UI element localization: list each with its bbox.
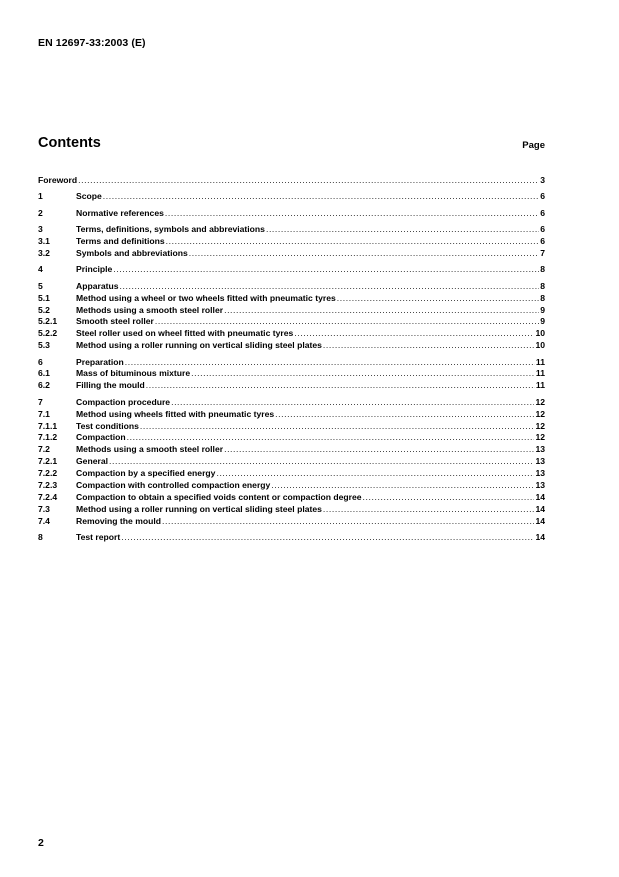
toc-dot-leader xyxy=(323,504,535,516)
toc-entry-page: 14 xyxy=(535,503,545,514)
toc-dot-leader xyxy=(113,264,539,276)
toc-entry-number: 3.2 xyxy=(38,247,50,258)
toc-entry[interactable] xyxy=(38,397,545,409)
toc-entry-page: 14 xyxy=(535,491,545,502)
toc-group xyxy=(38,191,545,203)
toc-dot-leader xyxy=(109,456,534,468)
toc-entry-title: Preparation xyxy=(76,356,124,367)
toc-dot-leader xyxy=(162,516,534,528)
toc-entry-page: 12 xyxy=(535,408,545,419)
toc-entry[interactable] xyxy=(38,175,545,187)
toc-entry[interactable] xyxy=(38,208,545,220)
toc-entry-number: 5.3 xyxy=(38,340,50,351)
toc-dot-leader xyxy=(294,328,534,340)
toc-dot-leader xyxy=(155,316,539,328)
toc-dot-leader xyxy=(125,357,535,369)
toc-entry-title: Compaction to obtain a specified voids content or compaction degree xyxy=(76,491,362,502)
toc-group xyxy=(38,281,545,352)
toc-entry-title: Filling the mould xyxy=(76,380,145,391)
toc-entry-title: Removing the mould xyxy=(76,515,161,526)
toc-entry-title: Mass of bituminous mixture xyxy=(76,368,191,379)
toc-entry-page: 12 xyxy=(535,396,545,407)
toc-dot-leader xyxy=(78,175,539,187)
toc-entry-page: 12 xyxy=(535,420,545,431)
toc-entry[interactable] xyxy=(38,532,545,544)
toc-entry-title: Methods using a smooth steel roller xyxy=(76,304,224,315)
toc-dot-leader xyxy=(224,444,534,456)
toc-entry-title: Smooth steel roller xyxy=(76,316,154,327)
toc-dot-leader xyxy=(127,432,535,444)
toc-entry-title: Method using a roller running on vertical sliding steel plates xyxy=(76,340,322,351)
toc-entry-number: 5.2.1 xyxy=(38,316,58,327)
toc-group xyxy=(38,357,545,393)
toc-entry-number: 6.2 xyxy=(38,380,50,391)
toc-entry-page: 9 xyxy=(540,304,545,315)
toc-dot-leader xyxy=(165,208,539,220)
toc-entry-number: 7.3 xyxy=(38,503,50,514)
toc-entry-page: 3 xyxy=(540,175,545,185)
toc-entry-page: 6 xyxy=(540,236,545,247)
toc-entry-title: Compaction xyxy=(76,432,126,443)
toc-entry-number: 7.1.2 xyxy=(38,432,58,443)
toc-dot-leader xyxy=(171,397,534,409)
toc-entry[interactable] xyxy=(38,516,545,528)
toc-entry[interactable] xyxy=(38,293,545,305)
toc-entry-number: 5 xyxy=(38,280,43,291)
toc-dot-leader xyxy=(271,480,534,492)
toc-entry-title: Scope xyxy=(76,191,102,202)
toc-entry[interactable] xyxy=(38,305,545,317)
toc-entry-page: 7 xyxy=(540,247,545,258)
toc-entry-title: Foreword xyxy=(38,175,78,185)
toc-entry-number: 7.2.2 xyxy=(38,468,58,479)
toc-entry-number: 8 xyxy=(38,532,43,543)
toc-entry[interactable] xyxy=(38,444,545,456)
toc-dot-leader xyxy=(323,340,535,352)
toc-entry[interactable] xyxy=(38,248,545,260)
toc-entry-title: Test report xyxy=(76,532,121,543)
toc-entry-title: Compaction by a specified energy xyxy=(76,468,216,479)
toc-entry[interactable] xyxy=(38,409,545,421)
toc-entry-title: Normative references xyxy=(76,207,164,218)
toc-entry-page: 14 xyxy=(535,515,545,526)
toc-group xyxy=(38,532,545,544)
toc-entry[interactable] xyxy=(38,368,545,380)
toc-entry[interactable] xyxy=(38,468,545,480)
toc-entry-number: 5.2 xyxy=(38,304,50,315)
toc-entry-page: 6 xyxy=(540,191,545,202)
toc-entry[interactable] xyxy=(38,432,545,444)
toc-entry-number: 3.1 xyxy=(38,236,50,247)
toc-entry-title: Method using wheels fitted with pneumatic tyres xyxy=(76,408,275,419)
toc-entry[interactable] xyxy=(38,281,545,293)
toc-dot-leader xyxy=(146,380,535,392)
toc-entry-number: 7.1.1 xyxy=(38,420,58,431)
toc-entry-title: Methods using a smooth steel roller xyxy=(76,444,224,455)
toc-entry-title: Compaction procedure xyxy=(76,396,171,407)
toc-entry-title: Terms and definitions xyxy=(76,236,165,247)
toc-entry[interactable] xyxy=(38,480,545,492)
toc-dot-leader xyxy=(140,421,535,433)
toc-entry-title: Terms, definitions, symbols and abbreviations xyxy=(76,224,265,235)
page-number: 2 xyxy=(38,837,44,849)
toc-dot-leader xyxy=(121,532,534,544)
toc-dot-leader xyxy=(120,281,540,293)
toc-entry[interactable] xyxy=(38,357,545,369)
toc-entry[interactable] xyxy=(38,492,545,504)
toc-entry-title: Method using a roller running on vertical sliding steel plates xyxy=(76,503,322,514)
toc-dot-leader xyxy=(103,191,539,203)
toc-entry-page: 8 xyxy=(540,280,545,291)
toc-entry-page: 6 xyxy=(540,207,545,218)
toc-entry-number: 7.2.3 xyxy=(38,479,58,490)
toc-entry-title: Method using a wheel or two wheels fitted with pneumatic tyres xyxy=(76,292,336,303)
toc-entry-number: 6.1 xyxy=(38,368,50,379)
contents-heading: Contents xyxy=(38,135,101,151)
toc-entry-page: 6 xyxy=(540,224,545,235)
toc-group xyxy=(38,208,545,220)
toc-entry-page: 10 xyxy=(535,340,545,351)
toc-entry-page: 14 xyxy=(535,532,545,543)
toc-dot-leader xyxy=(216,468,534,480)
toc-entry-title: Test conditions xyxy=(76,420,139,431)
toc-dot-leader xyxy=(166,236,540,248)
toc-entry[interactable] xyxy=(38,456,545,468)
toc-entry-page: 13 xyxy=(535,479,545,490)
toc-entry-number: 7.1 xyxy=(38,408,50,419)
toc-entry-number: 7.2 xyxy=(38,444,50,455)
toc-entry-number: 4 xyxy=(38,264,43,275)
page-column-label: Page xyxy=(522,140,545,151)
toc-entry-page: 9 xyxy=(540,316,545,327)
toc-dot-leader xyxy=(191,368,535,380)
toc-group xyxy=(38,264,545,276)
toc-entry-number: 3 xyxy=(38,224,43,235)
toc-dot-leader xyxy=(337,293,539,305)
toc-group xyxy=(38,224,545,260)
toc-group xyxy=(38,175,545,187)
toc-entry-number: 5.1 xyxy=(38,292,50,303)
toc-entry[interactable] xyxy=(38,380,545,392)
toc-entry[interactable] xyxy=(38,236,545,248)
toc-entry-number: 5.2.2 xyxy=(38,328,58,339)
toc-entry-number: 7.4 xyxy=(38,515,50,526)
toc-entry-page: 11 xyxy=(535,356,545,367)
toc-entry-page: 13 xyxy=(535,456,545,467)
toc-entry-page: 13 xyxy=(535,444,545,455)
toc-entry-title: General xyxy=(76,456,109,467)
toc-entry[interactable] xyxy=(38,340,545,352)
toc-entry-page: 12 xyxy=(535,432,545,443)
toc-entry-number: 7.2.4 xyxy=(38,491,58,502)
toc-entry[interactable] xyxy=(38,224,545,236)
toc-entry-title: Principle xyxy=(76,264,113,275)
toc-entry-number: 7 xyxy=(38,396,43,407)
toc-entry[interactable] xyxy=(38,264,545,276)
toc-entry-page: 8 xyxy=(540,264,545,275)
toc-dot-leader xyxy=(275,409,534,421)
toc-entry-page: 10 xyxy=(535,328,545,339)
toc-entry-page: 11 xyxy=(535,380,545,391)
toc-entry[interactable] xyxy=(38,504,545,516)
toc-dot-leader xyxy=(189,248,539,260)
toc-entry-title: Compaction with controlled compaction energy xyxy=(76,479,271,490)
toc-entry-page: 8 xyxy=(540,292,545,303)
toc-group xyxy=(38,397,545,528)
toc-entry-title: Apparatus xyxy=(76,280,119,291)
toc-entry[interactable] xyxy=(38,421,545,433)
toc-dot-leader xyxy=(363,492,535,504)
toc-entry-number: 7.2.1 xyxy=(38,456,58,467)
toc-entry-page: 11 xyxy=(535,368,545,379)
table-of-contents xyxy=(38,175,545,548)
toc-dot-leader xyxy=(224,305,539,317)
toc-entry-number: 1 xyxy=(38,191,43,202)
toc-entry-number: 6 xyxy=(38,356,43,367)
toc-entry[interactable] xyxy=(38,191,545,203)
toc-entry-title: Symbols and abbreviations xyxy=(76,247,188,258)
toc-entry-number: 2 xyxy=(38,207,43,218)
toc-entry-title: Steel roller used on wheel fitted with pneumatic tyres xyxy=(76,328,294,339)
toc-dot-leader xyxy=(266,224,539,236)
toc-entry-page: 13 xyxy=(535,468,545,479)
document-code: EN 12697-33:2003 (E) xyxy=(38,37,146,49)
toc-entry[interactable] xyxy=(38,328,545,340)
toc-entry[interactable] xyxy=(38,316,545,328)
